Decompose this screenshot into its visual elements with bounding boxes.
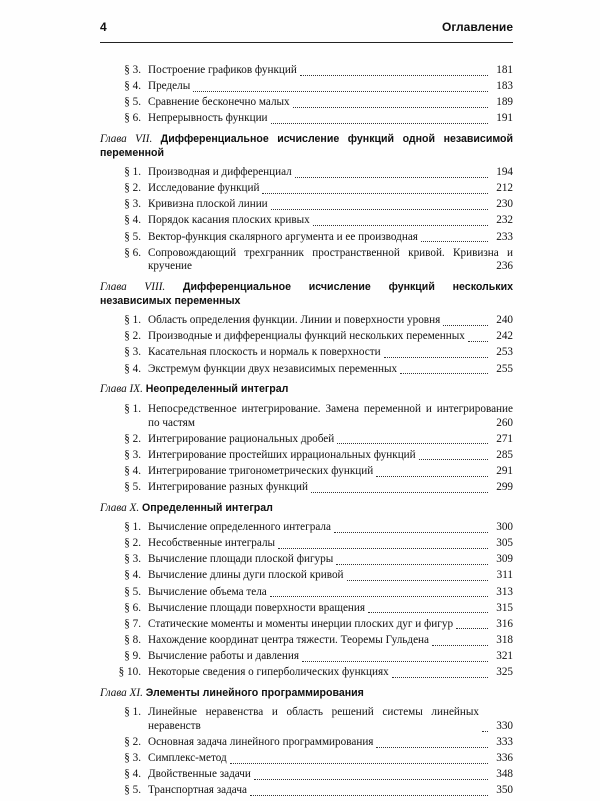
section-title-line-2: кручение	[148, 260, 193, 273]
section-number: § 6.	[124, 246, 141, 259]
toc-entry[interactable]	[100, 112, 513, 126]
header-rule	[100, 42, 513, 43]
section-number: § 3.	[124, 448, 141, 461]
section-number: § 1.	[124, 314, 141, 327]
toc-entry[interactable]	[100, 198, 513, 212]
section-number: § 2.	[124, 330, 141, 343]
dot-leader	[419, 459, 488, 460]
dot-leader	[278, 548, 488, 549]
section-number: § 3.	[124, 346, 141, 359]
section-title: Интегрирование простейших иррациональных функций	[148, 448, 416, 461]
chapter-heading-10[interactable]	[100, 502, 513, 516]
section-page: 350	[496, 784, 513, 797]
section-number: § 4.	[124, 214, 141, 227]
section-title: Симплекс-метод	[148, 752, 227, 765]
section-page: 194	[496, 166, 513, 179]
section-number: § 1.	[124, 166, 141, 179]
toc-entry[interactable]	[100, 433, 513, 447]
toc-entry[interactable]	[100, 449, 513, 463]
chapter-heading-9[interactable]	[100, 383, 513, 397]
section-number: § 2.	[124, 736, 141, 749]
toc-entry[interactable]	[100, 569, 513, 583]
dot-leader	[482, 731, 488, 732]
section-page: 305	[496, 537, 513, 550]
chapter-title: Определенный интеграл	[141, 501, 273, 514]
section-page: 236	[496, 260, 513, 273]
section-title: Вычисление площади поверхности вращения	[148, 601, 366, 614]
toc-entry[interactable]	[100, 602, 513, 616]
dot-leader	[195, 271, 488, 272]
section-page: 253	[496, 346, 513, 359]
section-page: 291	[496, 464, 513, 477]
dot-leader	[456, 628, 488, 629]
section-page: 321	[496, 649, 513, 662]
section-page: 233	[496, 230, 513, 243]
dot-leader	[421, 241, 488, 242]
toc-entry[interactable]	[100, 537, 513, 551]
running-header-title: Оглавление	[442, 20, 513, 34]
section-number: § 1.	[124, 402, 141, 415]
toc-entry[interactable]	[100, 80, 513, 94]
section-number: § 4.	[124, 362, 141, 375]
section-page: 299	[496, 480, 513, 493]
dot-leader	[347, 580, 488, 581]
section-page: 300	[496, 521, 513, 534]
section-page: 183	[496, 80, 513, 93]
toc-entry[interactable]	[100, 736, 513, 750]
dot-leader	[198, 427, 488, 428]
section-title: Вычисление объема тела	[148, 585, 267, 598]
section-number: § 2.	[124, 537, 141, 550]
dot-leader	[311, 492, 488, 493]
toc-entry[interactable]	[100, 706, 513, 733]
chapter-label: Глава XI.	[100, 686, 143, 699]
section-number: § 4.	[124, 569, 141, 582]
section-number: § 7.	[124, 617, 141, 630]
page-number: 4	[100, 20, 107, 34]
chapter-heading-11[interactable]	[100, 687, 513, 701]
section-page: 285	[496, 448, 513, 461]
dot-leader	[250, 795, 488, 796]
section-number: § 5.	[124, 96, 141, 109]
dot-leader	[193, 91, 488, 92]
toc-entry[interactable]	[100, 521, 513, 535]
toc-entry[interactable]	[100, 752, 513, 766]
section-number: § 4.	[124, 80, 141, 93]
dot-leader	[271, 123, 488, 124]
toc-entry[interactable]	[100, 182, 513, 196]
toc-entry[interactable]	[100, 166, 513, 180]
section-title: Производная и дифференциал	[148, 166, 292, 179]
dot-leader	[336, 564, 488, 565]
section-title: Вектор-функция скалярного аргумента и ее производная	[148, 230, 418, 243]
section-number: § 1.	[124, 706, 141, 719]
chapter-label: Глава VIII.	[100, 281, 166, 294]
toc-entry[interactable]	[100, 247, 513, 274]
toc-entry[interactable]	[100, 346, 513, 360]
dot-leader	[468, 341, 488, 342]
toc-entry[interactable]	[100, 231, 513, 245]
section-title: Сравнение бесконечно малых	[148, 96, 290, 109]
section-number: § 3.	[124, 553, 141, 566]
section-number: § 3.	[124, 752, 141, 765]
section-number: § 2.	[124, 182, 141, 195]
dot-leader	[271, 209, 488, 210]
section-number: § 3.	[124, 198, 141, 211]
dot-leader	[400, 373, 488, 374]
dot-leader	[295, 177, 488, 178]
chapter-heading-7[interactable]	[100, 133, 513, 160]
toc-entry[interactable]	[100, 330, 513, 344]
dot-leader	[384, 357, 488, 358]
section-page: 315	[496, 601, 513, 614]
section-page: 336	[496, 752, 513, 765]
section-title: Интегрирование тригонометрических функций	[148, 464, 374, 477]
section-page: 309	[496, 553, 513, 566]
toc-entry[interactable]	[100, 586, 513, 600]
running-header	[100, 20, 513, 42]
section-title: Транспортная задача	[148, 784, 247, 797]
section-title: Вычисление работы и давления	[148, 649, 299, 662]
dot-leader	[376, 747, 488, 748]
toc-entry[interactable]	[100, 481, 513, 495]
dot-leader	[392, 677, 488, 678]
dot-leader	[376, 476, 488, 477]
section-title: Область определения функции. Линии и поверхности уровня	[148, 314, 441, 327]
section-title: Касательная плоскость и нормаль к поверхности	[148, 346, 381, 359]
section-title: Экстремум функции двух независимых переменных	[148, 362, 398, 375]
dot-leader	[262, 193, 488, 194]
dot-leader	[443, 325, 488, 326]
section-number: § 5.	[124, 784, 141, 797]
table-of-contents	[100, 64, 513, 801]
section-title-line-1: Непосредственное интегрирование. Замена переменной и интегрирование	[148, 402, 513, 415]
section-page: 232	[496, 214, 513, 227]
section-page: 313	[496, 585, 513, 598]
chapter-label: Глава IX.	[100, 383, 143, 396]
section-page: 333	[496, 736, 513, 749]
dot-leader	[334, 532, 488, 533]
section-page: 255	[496, 362, 513, 375]
section-title: Двойственные задачи	[148, 768, 251, 781]
dot-leader	[368, 612, 488, 613]
section-title-line-1: Сопровождающий трехгранник пространственной кривой. Кривизна и	[148, 246, 513, 259]
section-number: § 6.	[124, 601, 141, 614]
section-title: Вычисление определенного интеграла	[148, 521, 331, 534]
toc-entry[interactable]	[100, 403, 513, 430]
section-title: Несобственные интегралы	[148, 537, 276, 550]
dot-leader	[313, 225, 488, 226]
section-number: § 5.	[124, 480, 141, 493]
section-title: Вычисление длины дуги плоской кривой	[148, 569, 344, 582]
section-number: § 5.	[124, 230, 141, 243]
section-number: § 4.	[124, 768, 141, 781]
section-page: 212	[496, 182, 513, 195]
section-number: § 5.	[124, 585, 141, 598]
dot-leader	[270, 596, 488, 597]
toc-entry[interactable]	[100, 666, 513, 680]
section-title: Исследование функций	[148, 182, 260, 195]
section-page: 325	[496, 666, 513, 679]
section-number: § 4.	[124, 464, 141, 477]
toc-entry[interactable]	[100, 314, 513, 328]
section-title: Кривизна плоской линии	[148, 198, 268, 211]
section-number: § 10.	[118, 666, 141, 679]
section-title: Вычисление площади плоской фигуры	[148, 553, 334, 566]
toc-entry[interactable]	[100, 214, 513, 228]
section-page: 189	[496, 96, 513, 109]
section-title-line-2: по частям	[148, 416, 195, 429]
toc-entry[interactable]	[100, 96, 513, 110]
section-number: § 8.	[124, 633, 141, 646]
chapter-label: Глава X.	[100, 501, 140, 514]
section-page: 230	[496, 198, 513, 211]
dot-leader	[254, 779, 488, 780]
dot-leader	[432, 645, 488, 646]
toc-entry[interactable]	[100, 650, 513, 664]
toc-entry[interactable]	[100, 768, 513, 782]
section-page: 318	[496, 633, 513, 646]
toc-entry[interactable]	[100, 784, 513, 798]
section-number: § 2.	[124, 432, 141, 445]
section-title: Интегрирование рациональных дробей	[148, 432, 335, 445]
dot-leader	[337, 443, 488, 444]
section-number: § 1.	[124, 521, 141, 534]
section-title: Статические моменты и моменты инерции плоских дуг и фигур	[148, 617, 454, 630]
section-title: Порядок касания плоских кривых	[148, 214, 310, 227]
toc-entry[interactable]	[100, 465, 513, 479]
section-title: Построение графиков функций	[148, 64, 297, 76]
chapter-label: Глава VII.	[100, 132, 153, 145]
dot-leader	[230, 763, 488, 764]
section-page: 240	[496, 314, 513, 327]
section-page: 271	[496, 432, 513, 445]
chapter-heading-8[interactable]	[100, 281, 513, 308]
toc-entry[interactable]	[100, 553, 513, 567]
section-title: Основная задача линейного программирования	[148, 736, 374, 749]
section-title: Непрерывность функции	[148, 112, 268, 125]
section-title: Нахождение координат центра тяжести. Теоремы Гульдена	[148, 633, 430, 646]
chapter-title: Дифференциальное исчисление функций одной независимой переменной	[100, 132, 514, 159]
section-page: 181	[496, 64, 513, 76]
dot-leader	[300, 75, 488, 76]
section-page: 348	[496, 768, 513, 781]
section-title: Пределы	[148, 80, 191, 93]
toc-entry[interactable]	[100, 363, 513, 377]
section-number: § 3.	[124, 64, 141, 76]
toc-entry[interactable]	[100, 618, 513, 632]
dot-leader	[302, 661, 488, 662]
section-title: Некоторые сведения о гиперболических функциях	[148, 666, 389, 679]
toc-entry[interactable]	[100, 64, 513, 78]
chapter-title: Дифференциальное исчисление функций нескольких независимых переменных	[100, 281, 514, 307]
section-title: Линейные неравенства и область решений системы линейных неравенств	[148, 706, 479, 733]
section-page: 260	[496, 416, 513, 429]
section-page: 330	[496, 720, 513, 733]
section-page: 191	[496, 112, 513, 125]
section-number: § 6.	[124, 112, 141, 125]
chapter-title: Неопределенный интеграл	[145, 383, 289, 396]
section-title: Производные и дифференциалы функций нескольких переменных	[148, 330, 465, 343]
section-page: 311	[496, 569, 513, 582]
section-number: § 9.	[124, 649, 141, 662]
section-title: Интегрирование разных функций	[148, 480, 308, 493]
toc-entry[interactable]	[100, 634, 513, 648]
chapter-title: Элементы линейного программирования	[145, 686, 364, 699]
section-page: 316	[496, 617, 513, 630]
section-page: 242	[496, 330, 513, 343]
dot-leader	[293, 107, 488, 108]
